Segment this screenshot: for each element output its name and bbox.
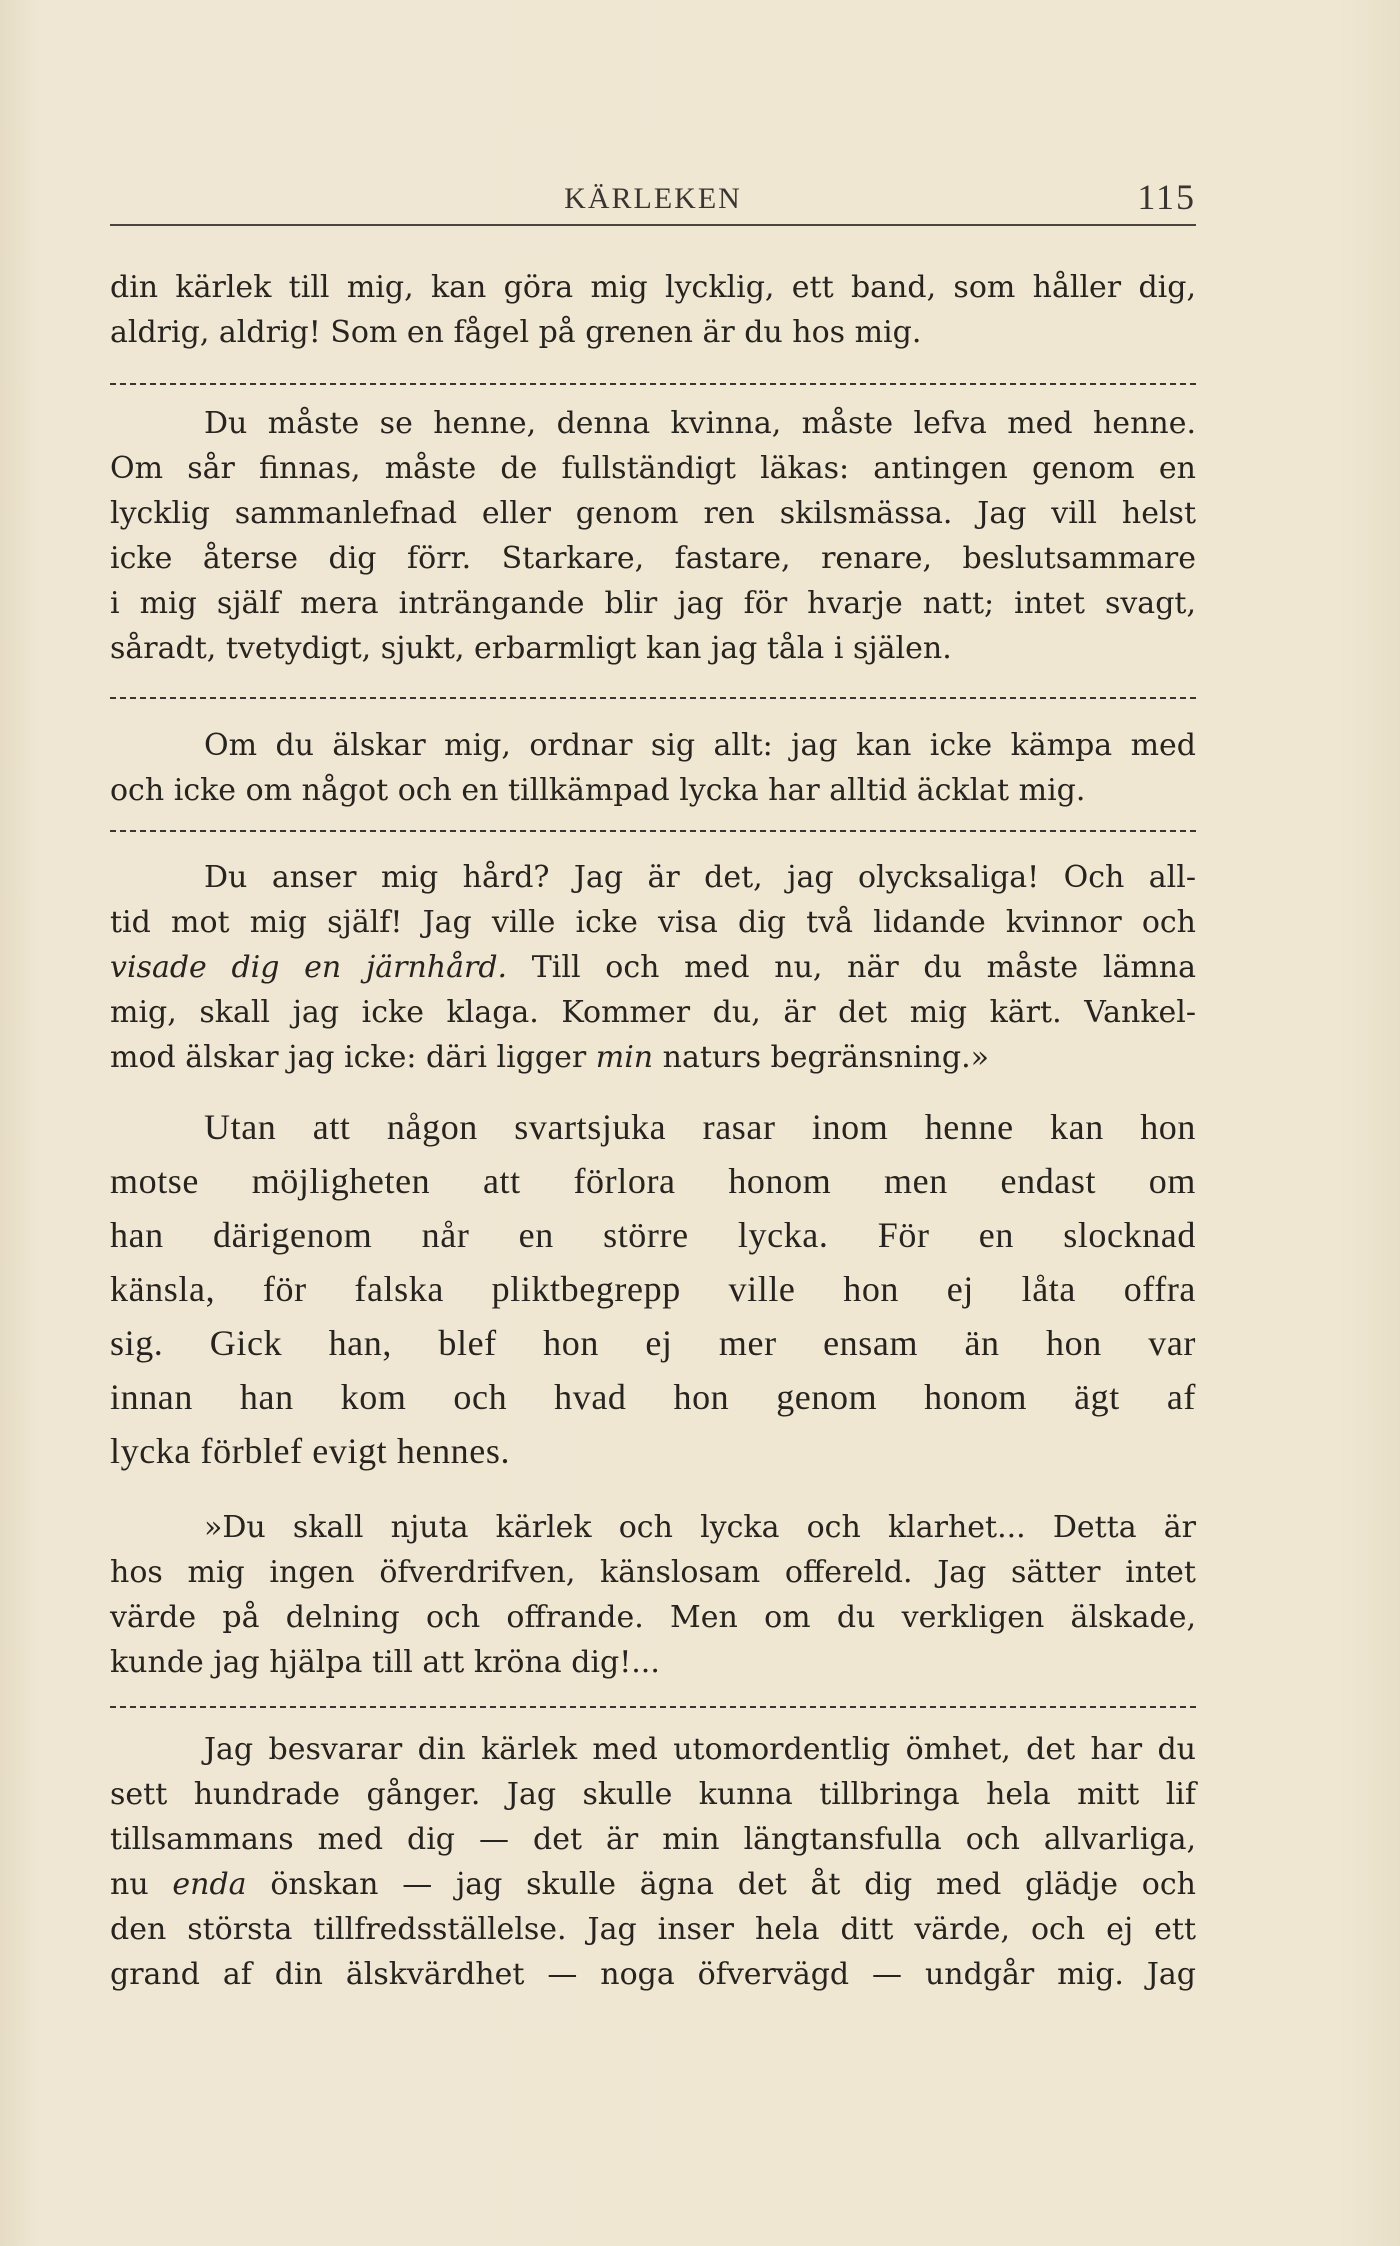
text-line [110,1862,1196,1907]
text-line: känsla, för falska pliktbegrepp ville hon ej låta offra [110,1269,1196,1309]
text-line: lycka förblef evigt hennes. [110,1431,511,1471]
paragraph-5 [110,1100,1196,1478]
text-line: värde på delning och offrande. Men om du verkligen älskade, [110,1600,1196,1635]
page-header [110,177,1196,226]
text-line: innan han kom och hvad hon genom honom ägt af [110,1377,1196,1417]
text-line: motse möjligheten att förlora honom men endast om [110,1161,1196,1201]
text-line: Utan att någon svartsjuka rasar inom henne kan hon [204,1107,1196,1147]
section-separator [110,1706,1196,1708]
text-span: mod älskar jag icke: däri ligger [110,1040,596,1075]
text-line [110,945,1196,990]
text-line: aldrig, aldrig! Som en fågel på grenen är du hos mig. [110,315,922,350]
text-line [110,1035,1196,1080]
text-line: »Du skall njuta kärlek och lycka och klarhet... Detta är [204,1510,1196,1545]
text-line: din kärlek till mig, kan göra mig lycklig, ett band, som håller dig, [110,270,1196,305]
text-line: sig. Gick han, blef hon ej mer ensam än hon var [110,1323,1196,1363]
section-separator [110,383,1196,385]
page-number: 115 [1137,177,1196,217]
paragraph-1 [110,265,1196,355]
text-line: den största tillfredsställelse. Jag inser hela ditt värde, och ej ett [110,1912,1196,1947]
section-separator [110,830,1196,832]
text-line: såradt, tvetydigt, sjukt, erbarmligt kan jag tåla i själen. [110,631,952,666]
text-line: Om sår finnas, måste de fullständigt läkas: antingen genom en [110,451,1196,486]
running-head: KÄRLEKEN [564,182,742,215]
italic-text: enda [172,1867,247,1902]
paragraph-4 [110,855,1196,1080]
text-line: Jag besvarar din kärlek med utomordentlig ömhet, det har du [204,1732,1196,1767]
text-line: i mig själf mera inträngande blir jag för hvarje natt; intet svagt, [110,586,1196,621]
text-line: mig, skall jag icke klaga. Kommer du, är det mig kärt. Vankel- [110,995,1196,1030]
text-span: Till och med nu, när du måste lämna [507,950,1196,985]
text-line: hos mig ingen öfverdrifven, känslosam offereld. Jag sätter intet [110,1555,1196,1590]
text-line: tid mot mig själf! Jag ville icke visa dig två lidande kvinnor och [110,905,1196,940]
text-line: sett hundrade gånger. Jag skulle kunna tillbringa hela mitt lif [110,1777,1196,1812]
text-line: han därigenom når en större lycka. För en slocknad [110,1215,1196,1255]
text-span: nu [110,1867,173,1902]
text-span: naturs begränsning.» [653,1040,989,1075]
text-line: lycklig sammanlefnad eller genom ren skilsmässa. Jag vill helst [110,496,1196,531]
paragraph-2 [110,401,1196,671]
italic-text: min [595,1040,654,1075]
text-line: kunde jag hjälpa till att kröna dig!... [110,1645,660,1680]
section-separator [110,697,1196,699]
text-line: grand af din älskvärdhet — noga öfvervägd — undgår mig. Jag [110,1957,1196,1992]
text-line: tillsammans med dig — det är min längtansfulla och allvarliga, [110,1822,1196,1857]
italic-text: visade dig en järnhård. [110,950,508,985]
text-line: Du måste se henne, denna kvinna, måste lefva med henne. [204,406,1196,441]
text-line: och icke om något och en tillkämpad lycka har alltid äcklat mig. [110,773,1086,808]
text-span: önskan — jag skulle ägna det åt dig med glädje och [246,1867,1196,1902]
paragraph-6 [110,1505,1196,1685]
paragraph-3 [110,723,1196,813]
text-line: Om du älskar mig, ordnar sig allt: jag kan icke kämpa med [204,728,1196,763]
text-line: icke återse dig förr. Starkare, fastare, renare, beslutsammare [110,541,1196,576]
paragraph-7 [110,1727,1196,1997]
text-line: Du anser mig hård? Jag är det, jag olycksaliga! Och all- [204,860,1196,895]
